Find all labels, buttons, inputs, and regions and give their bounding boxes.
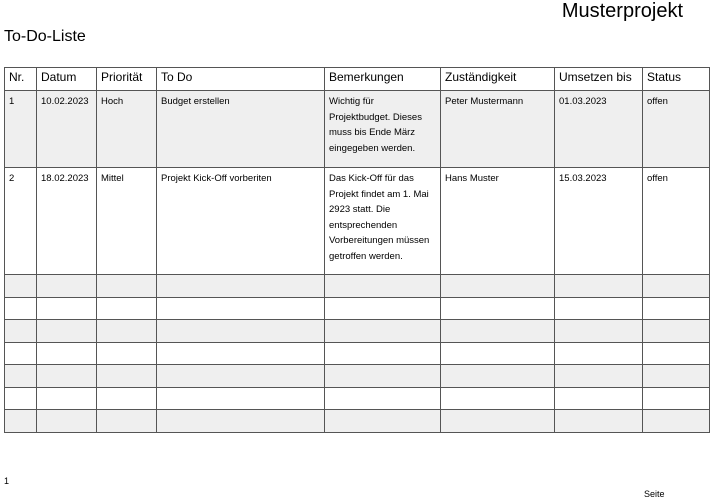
cell-nr: 2 (5, 168, 37, 275)
column-header-prioritaet: Priorität (97, 68, 157, 91)
column-header-zustaendigkeit: Zuständigkeit (441, 68, 555, 91)
column-header-status: Status (643, 68, 710, 91)
cell-bemerkungen: Wichtig für Projektbudget. Dieses muss bis Ende März eingegeben werden. (325, 91, 441, 168)
cell-datum: 10.02.2023 (37, 91, 97, 168)
list-title: To-Do-Liste (4, 28, 86, 45)
cell-status: offen (643, 91, 710, 168)
column-header-nr: Nr. (5, 68, 37, 91)
cell-todo: Projekt Kick-Off vorberiten (157, 168, 325, 275)
empty-table-row (5, 320, 710, 343)
cell-prioritaet: Hoch (97, 91, 157, 168)
empty-table-row (5, 410, 710, 433)
cell-bemerkungen: Das Kick-Off für das Projekt findet am 1. Mai 2923 statt. Die entsprechenden Vorbereitungen müssen getroffen werden. (325, 168, 441, 275)
empty-table-row (5, 275, 710, 298)
cell-zustaendigkeit: Peter Mustermann (441, 91, 555, 168)
table-row (5, 168, 710, 275)
table-row (5, 91, 710, 168)
cell-status: offen (643, 168, 710, 275)
project-title: Musterprojekt (561, 0, 683, 22)
page-label: Seite (644, 489, 665, 499)
empty-table-row (5, 365, 710, 388)
todo-table (4, 67, 710, 433)
column-header-bemerkungen: Bemerkungen (325, 68, 441, 91)
empty-table-row (5, 342, 710, 365)
column-header-todo: To Do (157, 68, 325, 91)
cell-prioritaet: Mittel (97, 168, 157, 275)
cell-umsetzen-bis: 15.03.2023 (555, 168, 643, 275)
column-header-datum: Datum (37, 68, 97, 91)
cell-zustaendigkeit: Hans Muster (441, 168, 555, 275)
empty-table-row (5, 297, 710, 320)
table-header-row (5, 68, 710, 91)
cell-todo: Budget erstellen (157, 91, 325, 168)
cell-umsetzen-bis: 01.03.2023 (555, 91, 643, 168)
cell-datum: 18.02.2023 (37, 168, 97, 275)
empty-table-row (5, 387, 710, 410)
page-number: 1 (4, 476, 10, 486)
column-header-umsetzen-bis: Umsetzen bis (555, 68, 643, 91)
cell-nr: 1 (5, 91, 37, 168)
